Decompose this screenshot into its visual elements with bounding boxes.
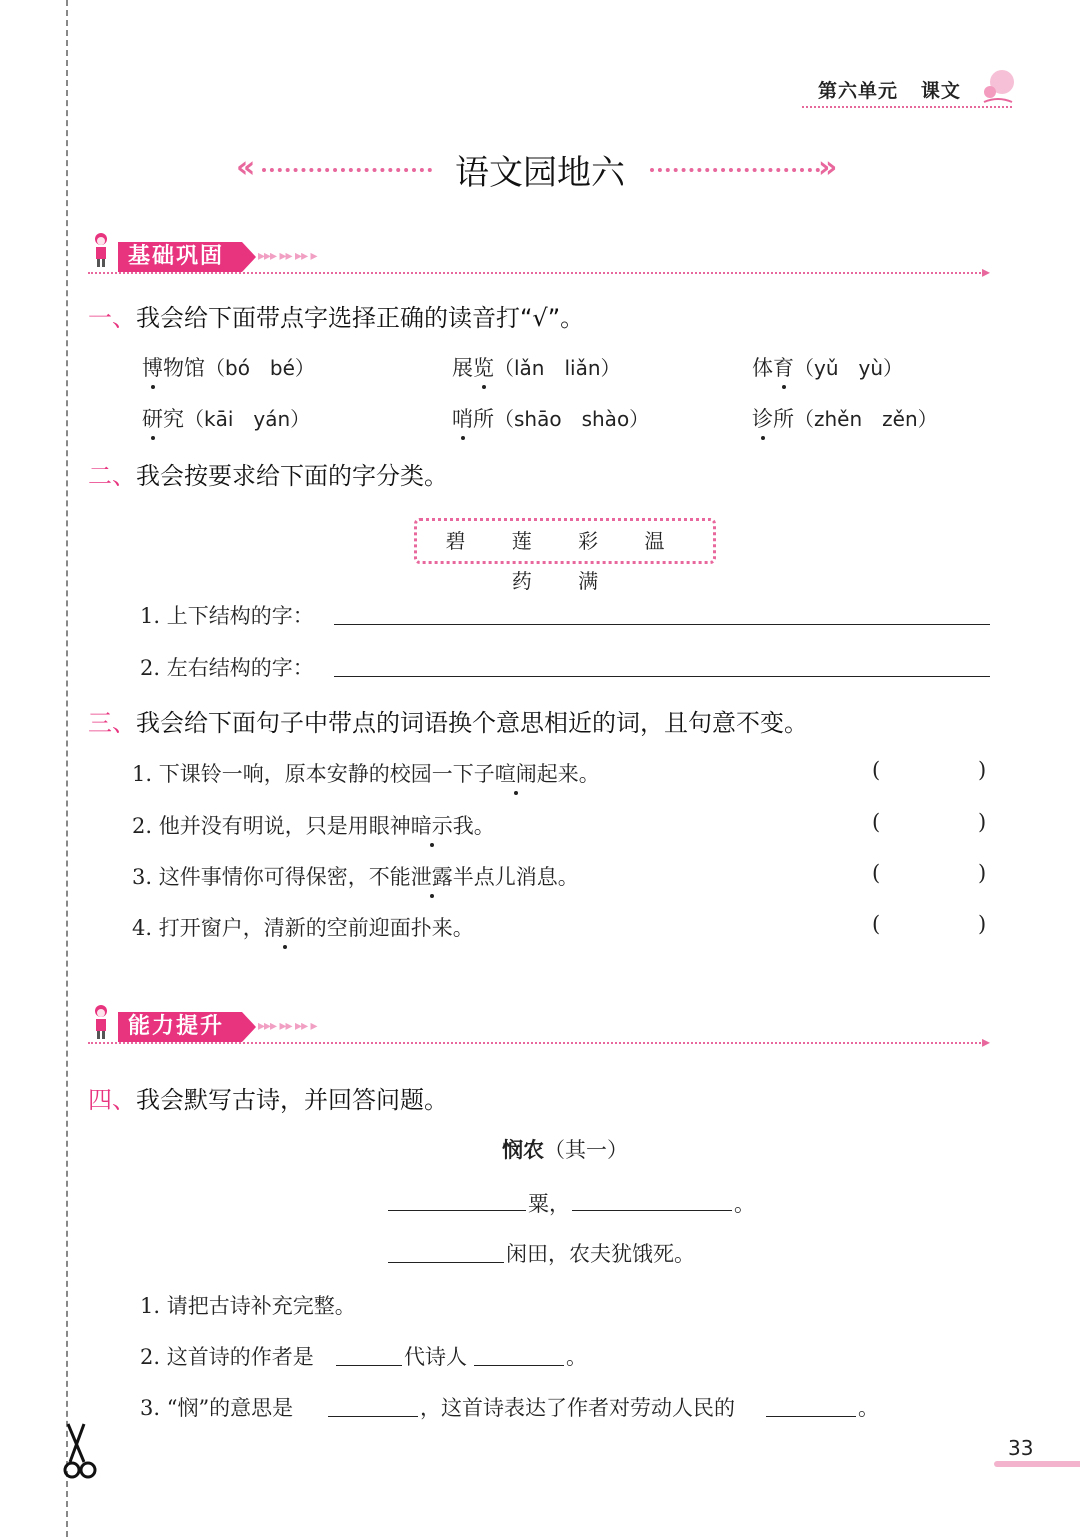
q4-item-3-c: 。 [858, 1396, 879, 1420]
banner-dots: ▸▸▸ ▸▸ ▸▸ ▸ [258, 1018, 317, 1034]
q1-item-5 [452, 403, 649, 433]
q1-item-5-post: 所 [473, 407, 494, 431]
flower-icon [980, 66, 1016, 106]
unit-label: 第六单元 [818, 80, 899, 102]
char-box: 碧 莲 彩 温 药 满 [414, 518, 716, 564]
q1-item-4 [142, 403, 310, 433]
q3-paren-open-3: ( [872, 861, 881, 885]
page-number-bar [994, 1461, 1080, 1467]
q3-item-2-dotted: 暗示 [410, 814, 453, 838]
divider-arrow-icon: ▸ [982, 1032, 991, 1051]
q3-item-1-pre: 1. 下课铃一响，原本安静的校园一下子 [132, 762, 495, 786]
q1-item-4-dotted: 研 [142, 407, 163, 431]
q4-text: 我会默写古诗，并回答问题。 [136, 1086, 448, 1114]
q1-item-2-pre: 展 [452, 356, 473, 380]
q3-item-4-dotted: 清新 [263, 916, 306, 940]
page-number: 33 [1008, 1436, 1034, 1460]
q3-answer-1[interactable] [890, 758, 974, 784]
section-divider [88, 1042, 984, 1044]
q1-item-6-pinyin[interactable]: （zhěn zěn） [794, 407, 938, 431]
q1-item-6-post: 所 [773, 407, 794, 431]
q3-paren-open-2: ( [872, 810, 881, 834]
q1-item-1-post: 物馆 [163, 356, 205, 380]
unit-header [818, 76, 961, 103]
section-divider [88, 272, 984, 274]
q3-item-4 [132, 912, 474, 942]
q2-text: 我会按要求给下面的字分类。 [136, 462, 448, 490]
q1-item-2 [452, 352, 621, 382]
q3-paren-close-3: ) [978, 861, 987, 885]
q2-item-1-label: 1. 上下结构的字： [140, 604, 314, 628]
q2-heading [88, 456, 448, 491]
girl-icon [92, 232, 110, 268]
q1-item-1-pinyin[interactable]: （bó bé） [205, 356, 315, 380]
divider-arrow-icon: ▸ [982, 262, 991, 281]
poem-line1-mid: 粟， [528, 1192, 570, 1216]
poem-title-main: 悯农 [502, 1138, 544, 1162]
q4-item-2-c: 。 [566, 1345, 587, 1369]
q4-item-2-a: 2. 这首诗的作者是 [140, 1345, 314, 1369]
q3-item-1 [132, 758, 600, 788]
q1-item-5-pinyin[interactable]: （shāo shào） [494, 407, 650, 431]
q1-item-1-dotted: 博 [142, 356, 163, 380]
q3-answer-3[interactable] [890, 861, 974, 887]
q1-item-6-dotted: 诊 [752, 407, 773, 431]
q4-item-2-blank-2[interactable] [474, 1365, 564, 1366]
q2-answer-line-2[interactable] [334, 676, 990, 677]
q3-item-2-pre: 2. 他并没有明说，只是用眼神 [132, 814, 411, 838]
chevron-left-icon: « [236, 150, 256, 185]
q4-number: 四、 [88, 1086, 136, 1114]
q3-text: 我会给下面句子中带点的词语换个意思相近的词，且句意不变。 [136, 709, 808, 737]
q3-item-4-pre: 4. 打开窗户， [132, 916, 264, 940]
q4-heading [88, 1080, 448, 1115]
q2-number: 二、 [88, 462, 136, 490]
chevron-right-icon: » [818, 150, 838, 185]
q1-item-3-dotted: 育 [773, 356, 794, 380]
q3-item-3-dotted: 泄露 [410, 865, 453, 889]
poem-line1-end: 。 [734, 1192, 755, 1216]
cut-line [66, 0, 68, 1537]
q4-item-1: 1. 请把古诗补充完整。 [140, 1294, 356, 1318]
girl-icon [92, 1004, 110, 1040]
q1-item-2-pinyin[interactable]: （lǎn liǎn） [494, 356, 621, 380]
poem-blank-3[interactable] [388, 1262, 504, 1263]
q1-item-2-dotted: 览 [473, 356, 494, 380]
q2-item-2-label: 2. 左右结构的字： [140, 656, 314, 680]
type-label: 课文 [920, 80, 961, 102]
q3-number: 三、 [88, 709, 136, 737]
poem-line2-end: 闲田，农夫犹饿死。 [506, 1242, 695, 1266]
banner-tip [242, 242, 256, 272]
title-dots-right [650, 168, 820, 172]
q1-item-4-post: 究 [163, 407, 184, 431]
q1-item-3 [752, 352, 903, 382]
q4-item-3-a: 3. “悯”的意思是 [140, 1396, 294, 1420]
q1-item-4-pinyin[interactable]: （kāi yán） [184, 407, 311, 431]
q3-paren-open-4: ( [872, 912, 881, 936]
q1-item-3-pre: 体 [752, 356, 773, 380]
poem-title [0, 1134, 1080, 1164]
q4-item-3-b: ，这首诗表达了作者对劳动人民的 [420, 1396, 735, 1420]
q3-paren-close-4: ) [978, 912, 987, 936]
q4-item-3-blank-1[interactable] [328, 1416, 418, 1417]
poem-blank-2[interactable] [572, 1210, 732, 1211]
banner-dots: ▸▸▸ ▸▸ ▸▸ ▸ [258, 248, 317, 264]
q3-item-3-pre: 3. 这件事情你可得保密，不能 [132, 865, 411, 889]
q4-item-3-blank-2[interactable] [766, 1416, 856, 1417]
section-banner-basic: 基础巩固 [118, 242, 242, 272]
q3-answer-2[interactable] [890, 810, 974, 836]
q1-text: 我会给下面带点字选择正确的读音打“√”。 [136, 304, 585, 332]
header-underline [802, 106, 1012, 108]
q1-number: 一、 [88, 304, 136, 332]
q4-item-2-blank-1[interactable] [336, 1365, 402, 1366]
q1-heading [88, 298, 584, 333]
poem-blank-1[interactable] [388, 1210, 526, 1211]
q3-item-2 [132, 810, 495, 840]
q1-item-5-dotted: 哨 [452, 407, 473, 431]
q3-paren-close-2: ) [978, 810, 987, 834]
q3-item-1-dotted: 喧闹 [494, 762, 537, 786]
q1-item-3-pinyin[interactable]: （yǔ yù） [794, 356, 904, 380]
poem-title-sub: （其一） [544, 1138, 628, 1162]
q1-item-1 [142, 352, 315, 382]
section-banner-ability: 能力提升 [118, 1012, 242, 1042]
q3-heading [88, 703, 808, 738]
q2-answer-line-1[interactable] [334, 624, 990, 625]
q3-item-1-post: 起来。 [536, 762, 600, 786]
q3-item-3 [132, 861, 579, 891]
q3-item-3-post: 半点儿消息。 [452, 865, 579, 889]
q3-item-4-post: 的空前迎面扑来。 [305, 916, 474, 940]
q3-paren-open-1: ( [872, 758, 881, 782]
page-title: 语文园地六 [455, 153, 625, 193]
q1-item-6 [752, 403, 938, 433]
q4-item-2-b: 代诗人 [404, 1345, 467, 1369]
scissors-icon [62, 1422, 102, 1482]
banner-tip [242, 1012, 256, 1042]
q3-item-2-post: 我。 [452, 814, 495, 838]
q3-paren-close-1: ) [978, 758, 987, 782]
q3-answer-4[interactable] [890, 912, 974, 938]
